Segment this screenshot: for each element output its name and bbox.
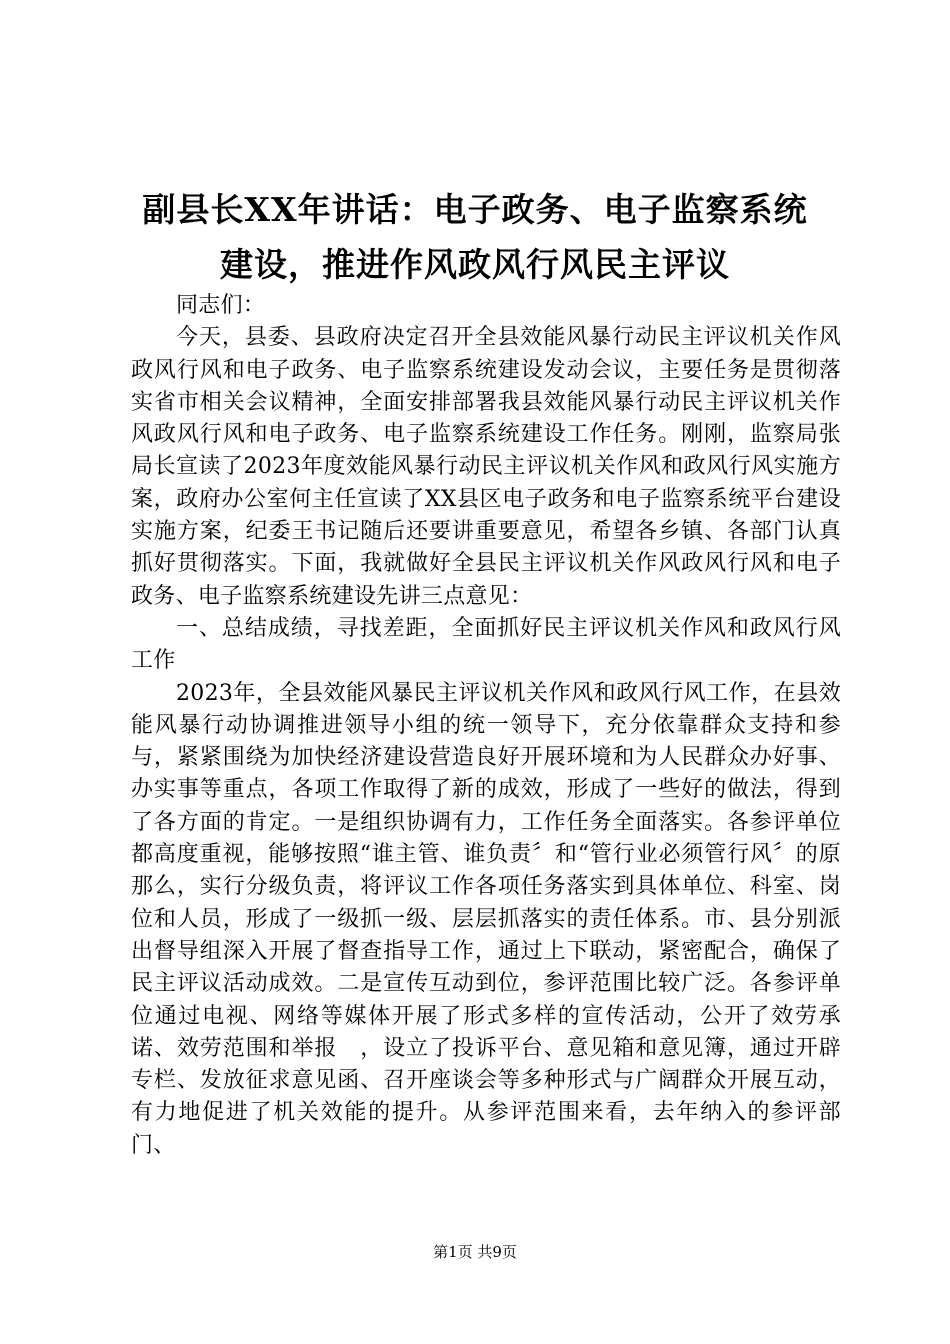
section-heading-1: 一、总结成绩，寻找差距，全面抓好民主评议机关作风和政风行风工作 <box>131 615 841 674</box>
document-title-line-2: 建设，推进作风政风行风民主评议 <box>220 245 730 284</box>
document-title-line-1: 副县长XX年讲话：电子政务、电子监察系统 <box>142 190 808 229</box>
document-body <box>131 290 841 1162</box>
page-footer: 第1页 共9页 <box>433 1243 517 1261</box>
salutation: 同志们： <box>176 293 266 318</box>
body-paragraph-achievements: 2023年，全县效能风暴民主评议机关作风和政风行风工作，在县效能风暴行动协调推进领导小组的统一领导下，充分依靠群众支持和参与，紧紧围绕为加快经济建设营造良好开展环境和为人民群众办好事、办实事等重点，各项工作取得了新的成效，形成了一些好的做法，得到了各方面的肯定。一是组织协调有力，工作任务全面落实。各参评单位都高度重视，能够按照“谁主管、谁负责〞和“管行业必须管行风〞的原那么，实行分级负责，将评议工作各项任务落实到具体单位、科室、岗位和人员，形成了一级抓一级、层层抓落实的责任体系。市、县分别派出督导组深入开展了督查指导工作，通过上下联动，紧密配合，确保了民主评议活动成效。二是宣传互动到位，参评范围比较广泛。各参评单位通过电视、网络等媒体开展了形式多样的宣传活动，公开了效劳承诺、效劳范围和举报 ，设立了投诉平台、意见箱和意见簿，通过开辟专栏、发放征求意见函、召开座谈会等多种形式与广阔群众开展互动，有力地促进了机关效能的提升。从参评范围来看，去年纳入的参评部门、 <box>131 680 841 1158</box>
body-paragraph-intro: 今天，县委、县政府决定召开全县效能风暴行动民主评议机关作风政风行风和电子政务、电子监察系统建设发动会议，主要任务是贯彻落实省市相关会议精神，全面安排部署我县效能风暴行动民主评议机关作风政风行风和电子政务、电子监察系统建设工作任务。刚刚，监察局张局长宣读了2023年度效能风暴行动民主评议机关作风和政风行风实施方案，政府办公室何主任宣读了XX县区电子政务和电子监察系统平台建设实施方案，纪委王书记随后还要讲重要意见，希望各乡镇、各部门认真抓好贯彻落实。下面，我就做好全县民主评议机关作风政风行风和电子政务、电子监察系统建设先讲三点意见： <box>131 325 841 609</box>
